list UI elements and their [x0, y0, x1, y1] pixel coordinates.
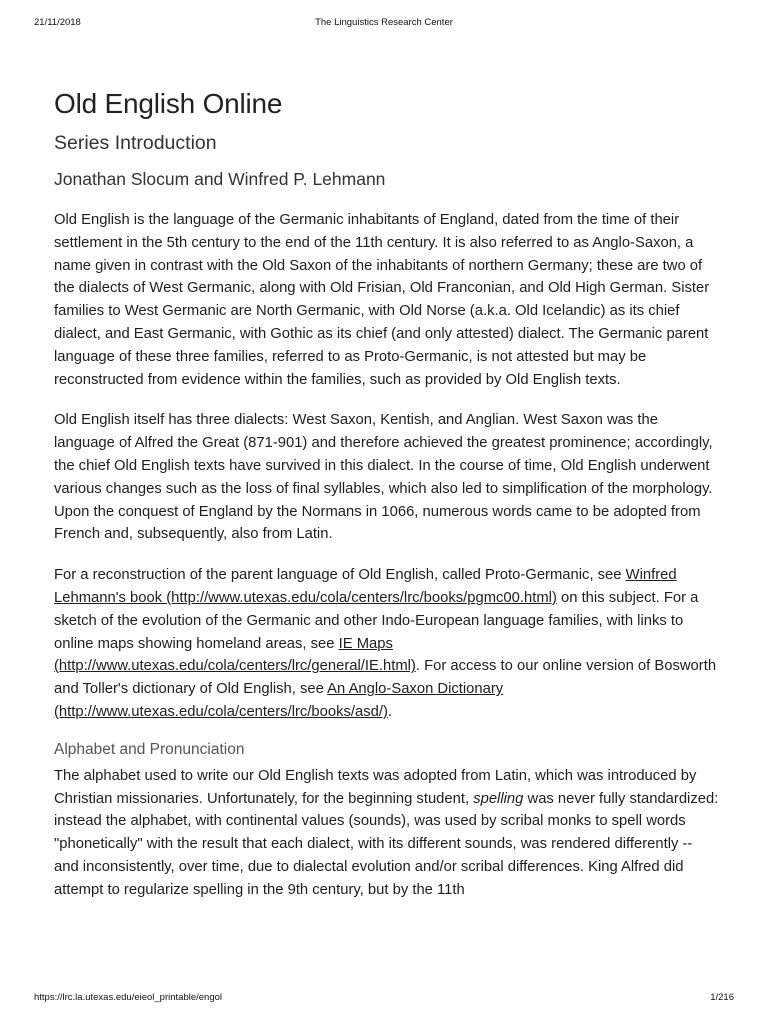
paragraph-references [54, 564, 719, 724]
alphabet-text-1: The alphabet used to write our Old English texts was adopted from Latin, which was introduced by Christian missionaries. Unfortunately, for the beginning student, [54, 767, 697, 807]
references-text-2: on this subject. For a sketch of the evolution of the Germanic and other Indo-European language families, with links to online maps showing homeland areas, see [54, 589, 699, 652]
winfred-lehmann-book-link[interactable]: Winfred Lehmann's book (http://www.utexas.edu/cola/centers/lrc/books/pgmc00.html) [54, 567, 677, 606]
print-url: https://lrc.la.utexas.edu/eieol_printable/engol [34, 992, 223, 1003]
alphabet-emphasis: spelling [473, 790, 524, 807]
references-text-3: . For access to our online version of Bosworth and Toller's dictionary of Old English, see [54, 658, 717, 698]
paragraph-intro: Old English is the language of the Germanic inhabitants of England, dated from the time of their settlement in the 5th century to the end of the 11th century. It is also referred to as Anglo-Saxon, a name given in contrast with the Old Saxon of the inhabitants of northern Germany; these are two of the dialects of West Germanic, along with Old Frisian, Old Franconian, and Old High German. Sister families to West Germanic are North Germanic, with Old Norse (a.k.a. Old Icelandic) as its chief dialect, and East Germanic, with Gothic as its chief (and only attested) dialect. The Germanic parent language of these three families, referred to as Proto-Germanic, is not attested but may be reconstructed from evidence within the families, such as provided by Old English texts. [54, 212, 710, 388]
paragraph-dialects: Old English itself has three dialects: West Saxon, Kentish, and Anglian. West Saxon was the language of Alfred the Great (871-901) and therefore achieved the greatest prominence; accordingly, the chief Old English texts have survived in this dialect. In the course of time, Old English underwent various changes such as the loss of final syllables, which also led to simplification of the morphology. Upon the conquest of England by the Normans in 1066, numerous words came to be adopted from French and, subsequently, also from Latin. [54, 412, 713, 543]
print-footer [34, 992, 734, 1006]
references-text-1: For a reconstruction of the parent language of Old English, called Proto-Germanic, see [54, 567, 626, 584]
print-site-title: The Linguistics Research Center [315, 17, 453, 28]
print-header [34, 17, 734, 31]
page-title: Old English Online [54, 88, 283, 119]
print-date: 21/11/2018 [34, 17, 81, 28]
alphabet-text-2: was never fully standardized: instead the alphabet, with continental values (sounds), was used by scribal monks to spell words "phonetically" with the result that each dialect, with its different sounds, was rendered differently -- and inconsistently, over time, due to dialectal evolution and/or scribal differences. King Alfred did attempt to regularize spelling in the 9th century, but by the 11th [54, 790, 719, 898]
anglo-saxon-dictionary-link[interactable]: An Anglo-Saxon Dictionary (http://www.utexas.edu/cola/centers/lrc/books/asd/) [54, 681, 504, 720]
references-text-4: . [387, 703, 393, 720]
series-subtitle: Series Introduction [54, 132, 217, 154]
article [54, 88, 719, 902]
ie-maps-link[interactable]: IE Maps (http://www.utexas.edu/cola/centers/lrc/general/IE.html) [54, 635, 416, 675]
page-counter: 1/216 [710, 992, 734, 1003]
section-heading-alphabet: Alphabet and Pronunciation [54, 740, 245, 758]
paragraph-alphabet [54, 765, 719, 902]
authors-line: Jonathan Slocum and Winfred P. Lehmann [54, 169, 386, 189]
